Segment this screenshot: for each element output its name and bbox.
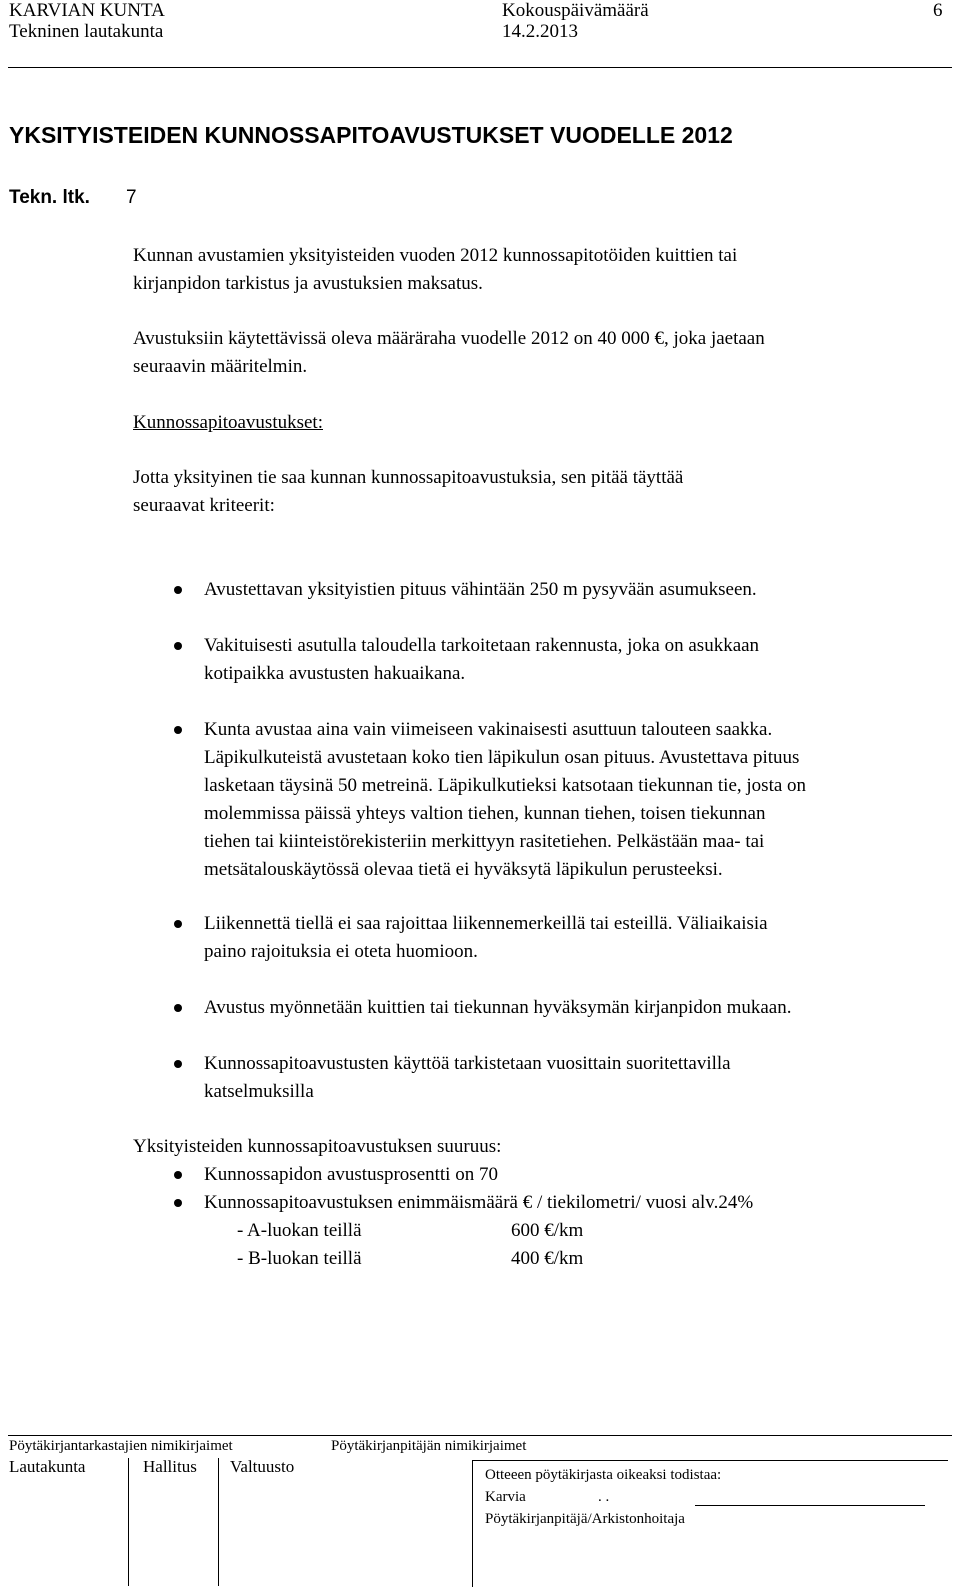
- paragraph-3: [133, 464, 933, 520]
- list-item: [133, 910, 933, 966]
- rate-value-b: 400 €/km: [511, 1248, 584, 1269]
- item-line: Kunnossapitoavustusten käyttöä tarkistetaan vuosittain suoritettavilla: [204, 1053, 731, 1074]
- bullet-icon: [174, 920, 182, 928]
- criteria-list: [133, 632, 933, 688]
- meeting-date: 14.2.2013: [502, 21, 578, 42]
- section-number: 7: [126, 187, 137, 208]
- paragraph-line: Kunnan avustamien yksityisteiden vuoden 2012 kunnossapitotöiden kuittien tai: [133, 245, 738, 266]
- criteria-list: [133, 576, 933, 604]
- item-line: Liikennettä tiellä ei saa rajoittaa liikennemerkeillä tai esteillä. Väliaikaisia: [204, 913, 768, 934]
- criteria-list: [133, 716, 933, 884]
- cert-title: Otteeen pöytäkirjasta oikeaksi todistaa:: [485, 1467, 722, 1483]
- item-line: Avustus myönnetään kuittien tai tiekunnan hyväksymän kirjanpidon mukaan.: [204, 997, 792, 1018]
- bullet-icon: [174, 1171, 182, 1179]
- list-item: [133, 716, 933, 884]
- list-item: [133, 1189, 933, 1217]
- cert-place: Karvia: [485, 1489, 526, 1505]
- item-line: molemmissa päissä yhteys valtion tiehen, kunnan tiehen, toisen tiekunnan: [204, 803, 766, 824]
- section-ref: Tekn. ltk.: [9, 187, 90, 208]
- list-item: [133, 632, 933, 688]
- list-item: [133, 1161, 933, 1189]
- rate-value-a: 600 €/km: [511, 1220, 584, 1241]
- list-item: [133, 1050, 933, 1106]
- bullet-icon: [174, 726, 182, 734]
- bullet-icon: [174, 1060, 182, 1068]
- paragraph-line: kirjanpidon tarkistus ja avustuksien maksatus.: [133, 273, 483, 294]
- body-hallitus: Hallitus: [143, 1457, 197, 1476]
- subheading-maintenance-grants: Kunnossapitoavustukset:: [133, 412, 323, 433]
- item-line: Kunnossapidon avustusprosentti on 70: [204, 1164, 498, 1185]
- paragraph-1: [133, 242, 933, 298]
- item-line: metsätalouskäytössä olevaa tietä ei hyväksytä läpikulun perusteeksi.: [204, 859, 723, 880]
- bullet-icon: [174, 586, 182, 594]
- body-valtuusto: Valtuusto: [230, 1457, 295, 1476]
- footer-divider: [128, 1458, 129, 1586]
- item-line: Kunta avustaa aina vain viimeiseen vakinaisesti asuttuun talouteen saakka.: [204, 719, 773, 740]
- rate-label-a: - A-luokan teillä: [237, 1220, 362, 1241]
- paragraph-line: seuraavin määritelmin.: [133, 356, 308, 377]
- paragraph-line: Jotta yksityinen tie saa kunnan kunnossapitoavustuksia, sen pitää täyttää: [133, 467, 684, 488]
- cert-dots: . .: [598, 1489, 610, 1505]
- paragraph-line: Avustuksiin käytettävissä oleva määräraha vuodelle 2012 on 40 000 €, joka jaetaan: [133, 328, 765, 349]
- item-line: Läpikulkuteistä avustetaan koko tien läpikulun osan pituus. Avustettava pituus: [204, 747, 800, 768]
- paragraph-line: seuraavat kriteerit:: [133, 495, 275, 516]
- body-lautakunta: Lautakunta: [9, 1457, 86, 1476]
- subheading-grant-size: Yksityisteiden kunnossapitoavustuksen suuruus:: [133, 1136, 502, 1157]
- list-item: [133, 994, 933, 1022]
- checkers-label: Pöytäkirjantarkastajien nimikirjaimet: [9, 1438, 233, 1454]
- bullet-icon: [174, 1004, 182, 1012]
- signature-line: [695, 1505, 925, 1506]
- page-number: 6: [933, 0, 943, 21]
- item-line: Vakituisesti asutulla taloudella tarkoitetaan rakennusta, joka on asukkaan: [204, 635, 760, 656]
- footer-rule: [8, 1435, 952, 1436]
- item-line: Avustettavan yksityistien pituus vähintään 250 m pysyvään asumukseen.: [204, 579, 757, 600]
- keeper-label: Pöytäkirjanpitäjän nimikirjaimet: [331, 1438, 527, 1454]
- bullet-icon: [174, 642, 182, 650]
- item-line: katselmuksilla: [204, 1081, 314, 1102]
- item-line: tiehen tai kiinteistörekisteriin merkittyyn rasitetiehen. Pelkästään maa- tai: [204, 831, 765, 852]
- document-title: YKSITYISTEIDEN KUNNOSSAPITOAVUSTUKSET VUODELLE 2012: [9, 122, 733, 148]
- cert-role: Pöytäkirjanpitäjä/Arkistonhoitaja: [485, 1511, 685, 1527]
- item-line: kotipaikka avustusten hakuaikana.: [204, 663, 466, 684]
- criteria-list: [133, 994, 933, 1022]
- header-rule: [8, 67, 952, 68]
- grant-size-list: [133, 1161, 933, 1217]
- org-name: KARVIAN KUNTA: [9, 0, 165, 21]
- footer-divider: [218, 1458, 219, 1586]
- list-item: [133, 576, 933, 604]
- criteria-list: [133, 910, 933, 966]
- item-line: paino rajoituksia ei oteta huomioon.: [204, 941, 478, 962]
- item-line: lasketaan täysinä 50 metreinä. Läpikulkutieksi katsotaan tiekunnan tie, josta on: [204, 775, 807, 796]
- item-line: Kunnossapitoavustuksen enimmäismäärä € / tiekilometri/ vuosi alv.24%: [204, 1192, 754, 1213]
- bullet-icon: [174, 1199, 182, 1207]
- date-label: Kokouspäivämäärä: [502, 0, 649, 21]
- criteria-list: [133, 1050, 933, 1106]
- rate-label-b: - B-luokan teillä: [237, 1248, 362, 1269]
- paragraph-2: [133, 325, 933, 381]
- board-name: Tekninen lautakunta: [9, 21, 164, 42]
